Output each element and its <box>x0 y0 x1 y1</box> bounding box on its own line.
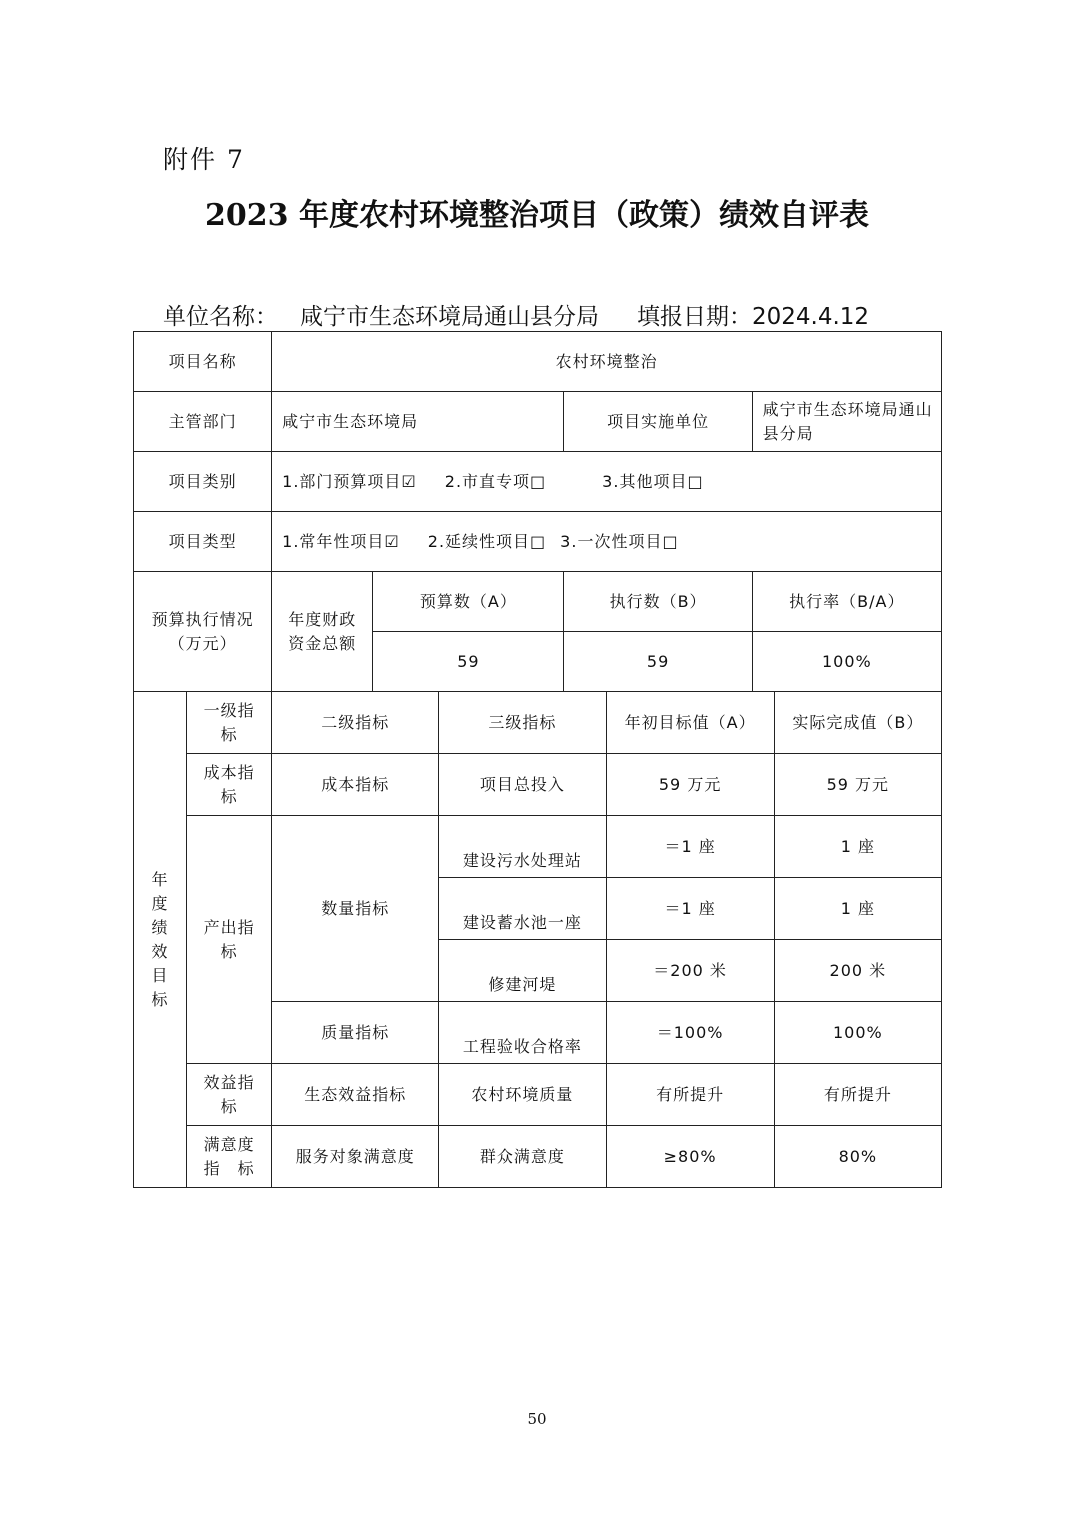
quantity-target-2: ＝1 座 <box>606 878 774 940</box>
benefit-level2: 生态效益指标 <box>272 1064 439 1126</box>
quantity-target-3: ＝200 米 <box>606 940 774 1002</box>
project-name-label: 项目名称 <box>134 332 272 392</box>
category-label: 项目类别 <box>134 452 272 512</box>
indicator-header-level3: 三级指标 <box>439 692 606 754</box>
page-title: 2023 年度农村环境整治项目（政策）绩效自评表 <box>205 198 869 233</box>
date-value: 2024.4.12 <box>752 304 870 330</box>
budget-value-rate: 100% <box>752 632 941 692</box>
cost-level2: 成本指标 <box>272 754 439 816</box>
fiscal-label: 年度财政资金总额 <box>272 572 373 692</box>
row-indicator-header <box>134 692 942 754</box>
budget-header-a: 预算数（A） <box>373 572 564 632</box>
unit-line <box>163 298 923 331</box>
impl-value: 咸宁市生态环境局通山县分局 <box>752 392 941 452</box>
quantity-level3-2: 建设蓄水池一座 <box>439 878 606 940</box>
type-option-2: 2.延续性项目□ <box>427 531 547 551</box>
type-options <box>272 512 942 572</box>
cost-actual: 59 万元 <box>774 754 941 816</box>
quality-target: ＝100% <box>606 1002 774 1064</box>
row-satisfaction <box>134 1126 942 1188</box>
unit-value: 咸宁市生态环境局通山县分局 <box>300 304 599 330</box>
indicator-header-level1: 一级指标 <box>187 692 272 754</box>
row-budget-header <box>134 572 942 632</box>
satisfaction-target: ≥80% <box>606 1126 774 1188</box>
benefit-actual: 有所提升 <box>774 1064 941 1126</box>
type-option-1: 1.常年性项目☑ <box>282 531 400 551</box>
satisfaction-level2: 服务对象满意度 <box>272 1126 439 1188</box>
quantity-actual-1: 1 座 <box>774 816 941 878</box>
budget-value-a: 59 <box>373 632 564 692</box>
quality-level2: 质量指标 <box>272 1002 439 1064</box>
row-department <box>134 392 942 452</box>
category-option-1: 1.部门预算项目☑ <box>282 471 417 491</box>
budget-label: 预算执行情况（万元） <box>134 572 272 692</box>
dept-value: 咸宁市生态环境局 <box>272 392 564 452</box>
cost-level3: 项目总投入 <box>439 754 606 816</box>
impl-label: 项目实施单位 <box>564 392 752 452</box>
cost-target: 59 万元 <box>606 754 774 816</box>
row-project-name <box>134 332 942 392</box>
budget-value-b: 59 <box>564 632 752 692</box>
date-label: 填报日期： <box>637 304 752 330</box>
project-name-value: 农村环境整治 <box>272 332 942 392</box>
budget-header-rate: 执行率（B/A） <box>752 572 941 632</box>
satisfaction-level3: 群众满意度 <box>439 1126 606 1188</box>
perf-label: 年度绩效目标 <box>134 692 187 1188</box>
row-quantity-1 <box>134 816 942 878</box>
category-options <box>272 452 942 512</box>
quantity-label: 数量指标 <box>272 816 439 1002</box>
quantity-level3-3: 修建河堤 <box>439 940 606 1002</box>
indicator-header-actual: 实际完成值（B） <box>774 692 941 754</box>
row-category <box>134 452 942 512</box>
page-number: 50 <box>527 1410 547 1428</box>
dept-label: 主管部门 <box>134 392 272 452</box>
quantity-target-1: ＝1 座 <box>606 816 774 878</box>
quality-actual: 100% <box>774 1002 941 1064</box>
quantity-actual-3: 200 米 <box>774 940 941 1002</box>
category-option-2: 2.市直专项□ <box>444 471 547 491</box>
evaluation-table <box>133 331 942 1188</box>
row-cost <box>134 754 942 816</box>
indicator-header-level2: 二级指标 <box>272 692 439 754</box>
quality-level3: 工程验收合格率 <box>439 1002 606 1064</box>
indicator-header-target: 年初目标值（A） <box>606 692 774 754</box>
row-benefit <box>134 1064 942 1126</box>
budget-header-b: 执行数（B） <box>564 572 752 632</box>
row-type <box>134 512 942 572</box>
benefit-target: 有所提升 <box>606 1064 774 1126</box>
satisfaction-actual: 80% <box>774 1126 941 1188</box>
category-option-3: 3.其他项目□ <box>602 471 704 491</box>
benefit-level3: 农村环境质量 <box>439 1064 606 1126</box>
unit-label: 单位名称： <box>163 304 278 330</box>
satisfaction-level1: 满意度指 标 <box>187 1126 272 1188</box>
type-option-3: 3.一次性项目□ <box>560 531 679 551</box>
type-label: 项目类型 <box>134 512 272 572</box>
benefit-level1: 效益指标 <box>187 1064 272 1126</box>
cost-level1: 成本指标 <box>187 754 272 816</box>
output-level1: 产出指标 <box>187 816 272 1064</box>
quantity-actual-2: 1 座 <box>774 878 941 940</box>
attachment-label: 附件 7 <box>163 145 245 174</box>
quantity-level3-1: 建设污水处理站 <box>439 816 606 878</box>
